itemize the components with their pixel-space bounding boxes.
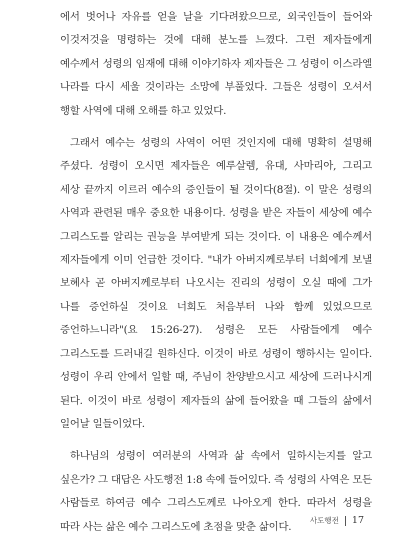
paragraph-1: 에서 벗어나 자유를 얻을 날을 기다려왔으므로, 외국인들이 들어와 이것저것을 명령하는 것에 대해 분노를 느꼈다. 그런 제자들에게 예수께서 성령의 임재에 대해 이야기하자 제자들은 그 성령이 이스라엘 나라를 다시 세울 것이라는 소망에 부풀었다. 그들은 성령이 오셔서 행할 사역에 대해 오해를 하고 있었다. — [60, 11, 372, 117]
page-number: 17 — [351, 515, 364, 526]
page-body — [60, 6, 372, 539]
running-head: 사도행전 — [309, 516, 339, 525]
paragraph-2: 그래서 예수는 성령의 사역이 어떤 것인지에 대해 명확히 설명해 주셨다. 성령이 오시면 제자들은 예루살렘, 유대, 사마리아, 그리고 세상 끝까지 이르러 예수의 증인들이 될 것이다(8절). 이 말은 성령의 사역과 관련된 매우 중요한 내용이다. 성령을 받은 자들이 세상에 예수 그리스도를 알리는 권능을 부여받게 되는 것이다. 이 내용은 예수께서 제자들에게 이미 언급한 것이다. "내가 아버지께로부터 너희에게 보낼 보혜사 곧 아버지께로부터 나오시는 진리의 성령이 오실 때에 그가 나를 증언하실 것이요 너희도 처음부터 나와 함께 있었으므로 증언하느니라"(요 15:26-27). 성령은 모든 사람들에게 예수 그리스도를 드러내길 원하신다. 이것이 바로 성령이 행하시는 일이다. 성령이 우리 안에서 일할 때, 주님이 찬양받으시고 세상에 드러나시게 된다. 이것이 바로 성령이 제자들의 삶에 들어왔을 때 그들의 삶에서 일어날 일들이었다. — [60, 137, 372, 430]
paragraph-3: 하나님의 성령이 여러분의 사역과 삶 속에서 일하시는지를 알고 싶은가? 그 대답은 사도행전 1:8 속에 들어있다. 즉 성령의 사역은 모든 사람들로 하여금 예수 그리스도께로 나아오게 한다. 따라서 성령을 따라 사는 삶은 예수 그리스도에 초점을 맞춘 삶이다. — [60, 450, 372, 533]
footer-divider — [345, 516, 346, 526]
page-footer — [310, 515, 364, 526]
